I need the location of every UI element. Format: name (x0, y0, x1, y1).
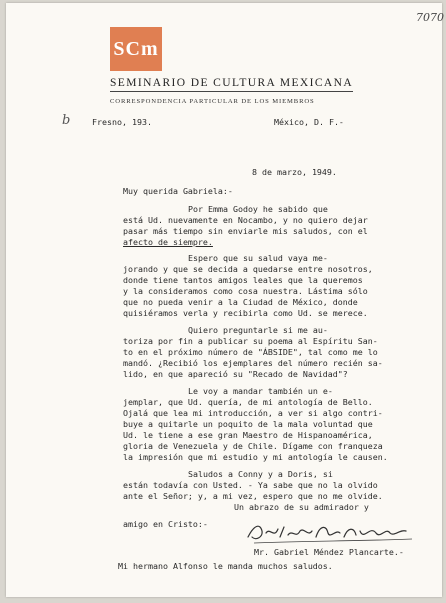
body-line: ante el Señor; y, a mi vez, espero que no me olvide. (123, 491, 383, 501)
body-line: donde tiene tantos amigos leales que la queremos (123, 275, 363, 285)
body-line: y la consideramos como cosa nuestra. Lástima sólo (123, 286, 368, 296)
letterhead-rule (110, 91, 353, 92)
body-line: Por Emma Godoy he sabido que (188, 204, 328, 214)
closing: amigo en Cristo:- (123, 519, 208, 529)
letter-date: 8 de marzo, 1949. (252, 167, 337, 177)
body-line: está Ud. nuevamente en Nocambo, y no quiero dejar (123, 215, 368, 225)
body-line: la impresión que mi estudio y mi antología le causen. (123, 452, 388, 462)
body-line: Ojalá que lea mi introducción, a ver si algo contri- (123, 408, 383, 418)
archive-number: 7070 (416, 11, 444, 24)
sender-city: México, D. F.- (274, 117, 344, 127)
body-line: mandó. ¿Recibió los ejemplares del número recién sa- (123, 358, 383, 368)
salutation: Muy querida Gabriela:- (123, 186, 233, 196)
logo-text: SCm (113, 37, 159, 60)
body-line: jorando y que se decida a quedarse entre nosotros, (123, 264, 373, 274)
body-line: quisiéramos verla y recibirla como Ud. se merece. (123, 308, 368, 318)
body-line: Le voy a mandar también un e- (188, 386, 333, 396)
body-line: jemplar, que Ud. quería, de mi antología de Bello. (123, 397, 373, 407)
body-line: Un abrazo de su admirador y (234, 502, 369, 512)
seminario-logo (110, 27, 162, 71)
handwritten-signature (244, 519, 418, 547)
body-line: que no pueda venir a la Ciudad de México, donde (123, 297, 358, 307)
body-line: gloria de Venezuela y de Chile. Dígame con franqueza (123, 441, 383, 451)
margin-mark: b (62, 113, 71, 128)
postscript: Mi hermano Alfonso le manda muchos saludos. (118, 561, 333, 571)
typed-signer-name: Mr. Gabriel Méndez Plancarte.- (254, 547, 404, 557)
body-line: buye a quitarle un poquito de la mala voluntad que (123, 419, 373, 429)
body-line: pasar más tiempo sin enviarle mis saludos, con el (123, 226, 368, 236)
body-line: afecto de siempre. (123, 237, 213, 247)
body-line: to en el próximo número de "ÁBSIDE", tal como me lo (123, 347, 378, 357)
body-line: toriza por fin a publicar su poema al Espíritu San- (123, 336, 378, 346)
body-line: están todavía con Usted. - Ya sabe que no la olvido (123, 480, 378, 490)
letter-sheet (6, 3, 442, 597)
body-line: Quiero preguntarle si me au- (188, 325, 328, 335)
body-line: Espero que su salud vaya me- (188, 253, 328, 263)
organization-subtitle: CORRESPONDENCIA PARTICULAR DE LOS MIEMBROS (110, 98, 315, 105)
sender-address: Fresno, 193. (92, 117, 152, 127)
body-line: Ud. le tiene a ese gran Maestro de Hispanoamérica, (123, 430, 373, 440)
organization-name: SEMINARIO DE CULTURA MEXICANA (110, 77, 354, 89)
body-line: lido, en que apareció su "Recado de Navidad"? (123, 369, 348, 379)
body-line: Saludos a Conny y a Doris, si (188, 469, 333, 479)
